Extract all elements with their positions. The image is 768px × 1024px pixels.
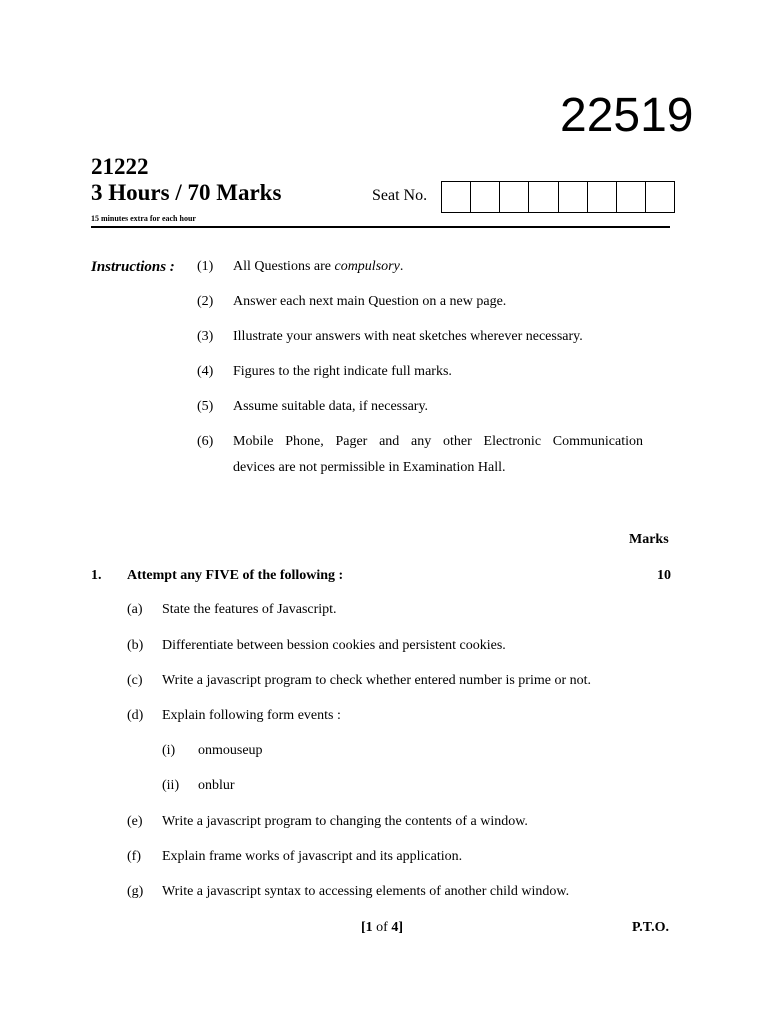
header-divider: [91, 226, 670, 228]
seat-digit-box[interactable]: [471, 182, 500, 212]
seat-digit-box[interactable]: [588, 182, 617, 212]
instruction-number: (3): [197, 329, 214, 344]
please-turn-over: P.T.O.: [632, 920, 669, 935]
part-text: Write a javascript program to check whether entered number is prime or not.: [162, 673, 591, 688]
part-label: (g): [127, 884, 144, 899]
instruction-number: (2): [197, 294, 214, 309]
part-text: Write a javascript program to changing the contents of a window.: [162, 814, 528, 829]
instruction-text-continued: devices are not permissible in Examination Hall.: [233, 460, 506, 475]
instruction-text: Assume suitable data, if necessary.: [233, 399, 429, 414]
seat-digit-box[interactable]: [442, 182, 471, 212]
paper-code: 22519: [560, 89, 694, 142]
instruction-text: Figures to the right indicate full marks.: [233, 364, 452, 379]
part-text: Explain following form events :: [162, 708, 341, 723]
subpart-text: onmouseup: [198, 743, 263, 758]
instruction-number: (6): [197, 434, 214, 449]
subpart-label: (ii): [162, 778, 180, 793]
question-title: Attempt any FIVE of the following :: [127, 568, 344, 583]
seat-digit-box[interactable]: [529, 182, 558, 212]
seat-digit-box[interactable]: [500, 182, 529, 212]
instruction-text: Illustrate your answers with neat sketches wherever necessary.: [233, 329, 583, 344]
instruction-text: All Questions are compulsory.: [233, 259, 404, 274]
instruction-text: Mobile Phone, Pager and any other Electronic Communication: [233, 434, 643, 449]
question-number: 1.: [91, 568, 102, 583]
instruction-number: (4): [197, 364, 214, 379]
part-text: Differentiate between bession cookies and persistent cookies.: [162, 638, 506, 653]
part-label: (e): [127, 814, 143, 829]
extra-time-note: 15 minutes extra for each hour: [91, 214, 196, 223]
seat-digit-box[interactable]: [559, 182, 588, 212]
seat-digit-box[interactable]: [646, 182, 674, 212]
part-label: (f): [127, 849, 141, 864]
page-number: [1 of 4]: [361, 920, 404, 935]
instruction-text: Answer each next main Question on a new page.: [233, 294, 507, 309]
exam-code: 21222: [91, 154, 149, 179]
subpart-label: (i): [162, 743, 176, 758]
part-label: (a): [127, 602, 143, 617]
marks-column-heading: Marks: [629, 532, 669, 547]
seat-digit-box[interactable]: [617, 182, 646, 212]
question-marks: 10: [657, 568, 671, 583]
part-text: State the features of Javascript.: [162, 602, 337, 617]
seat-number-label: Seat No.: [372, 187, 428, 204]
instruction-number: (1): [197, 259, 214, 274]
instruction-number: (5): [197, 399, 214, 414]
part-text: Explain frame works of javascript and its application.: [162, 849, 463, 864]
part-label: (c): [127, 673, 143, 688]
subpart-text: onblur: [198, 778, 235, 793]
seat-number-boxes[interactable]: [441, 181, 675, 213]
part-label: (b): [127, 638, 144, 653]
part-text: Write a javascript syntax to accessing elements of another child window.: [162, 884, 570, 899]
part-label: (d): [127, 708, 144, 723]
instructions-heading: Instructions :: [91, 259, 175, 275]
duration-marks: 3 Hours / 70 Marks: [91, 180, 282, 205]
